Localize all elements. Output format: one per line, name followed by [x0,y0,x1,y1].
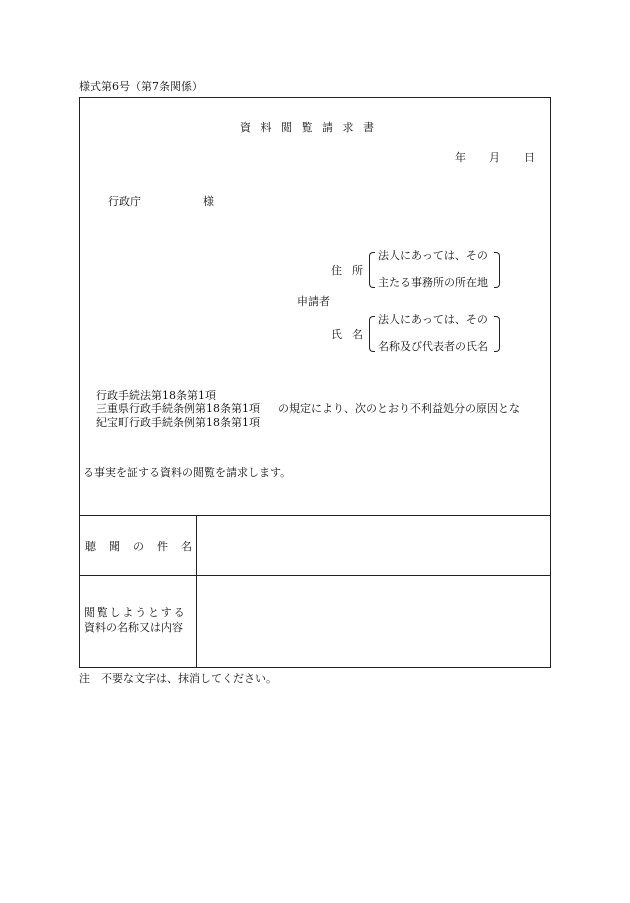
request-text-2: る事実を証する資料の閲覧を請求します。 [83,466,292,479]
form-reference: 様式第6号（第7条関係） [79,80,203,93]
material-label-line2: 資料の名称又は内容 [84,621,183,634]
address-note-line1: 法人にあっては、その [378,249,488,262]
table-column-divider [196,515,197,668]
name-note-line1: 法人にあっては、その [378,313,488,326]
law-option-1: 行政手続法第18条第1項 [96,389,216,402]
date-year: 年 [455,151,466,164]
hearing-subject-label: 聴聞の件名 [85,540,205,553]
name-bracket-left [369,316,375,352]
name-bracket-right [494,316,500,352]
name-label: 氏名 [331,328,373,341]
footnote: 注 不要な文字は、抹消してください。 [79,672,277,685]
address-note-line2: 主たる事務所の所在地 [378,276,488,289]
applicant-label: 申請者 [297,295,330,308]
address-bracket-left [369,252,375,288]
table-top-rule [79,515,551,516]
address-bracket-right [494,252,500,288]
table-middle-rule [79,575,551,576]
addressee-name: 行政庁 [108,195,141,208]
form-title: 資料閲覧請求書 [240,121,384,134]
name-note-line2: 名称及び代表者の氏名 [378,340,488,353]
addressee-honorific: 様 [203,195,214,208]
date-month: 月 [489,151,500,164]
law-option-3: 紀宝町行政手続条例第18条第1項 [96,416,260,429]
request-text-1: の規定により、次のとおり不利益処分の原因とな [278,402,520,415]
address-label: 住所 [331,264,373,277]
material-label-line1: 閲覧しようとする [84,606,187,619]
law-option-2: 三重県行政手続条例第18条第1項 [96,402,260,415]
date-day: 日 [524,151,535,164]
form-frame [79,97,551,668]
